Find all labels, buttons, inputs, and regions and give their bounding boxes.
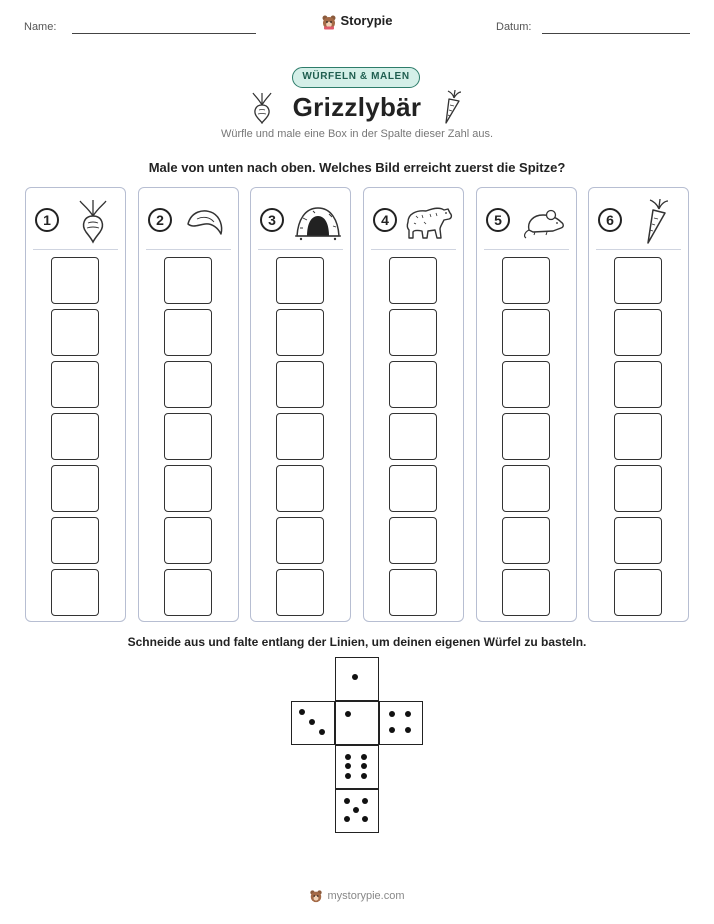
paint-box[interactable] xyxy=(389,309,437,356)
paint-box[interactable] xyxy=(276,569,324,616)
paint-box[interactable] xyxy=(276,257,324,304)
paint-box[interactable] xyxy=(502,465,550,512)
instruction-text: Male von unten nach oben. Welches Bild erreicht zuerst die Spitze? xyxy=(148,160,566,175)
column-number: 1 xyxy=(35,208,59,232)
die-face-5 xyxy=(335,789,379,833)
brand-name: Storypie xyxy=(340,13,393,28)
die-face-1 xyxy=(335,701,379,745)
beet-icon xyxy=(70,198,116,244)
paint-box[interactable] xyxy=(502,413,550,460)
die-pip xyxy=(345,754,351,760)
paint-box[interactable] xyxy=(51,517,99,564)
column-5 xyxy=(476,187,577,622)
paint-box[interactable] xyxy=(276,465,324,512)
paint-box[interactable] xyxy=(164,361,212,408)
die-pip xyxy=(361,763,367,769)
column-divider xyxy=(258,249,343,250)
column-number: 4 xyxy=(373,208,397,232)
name-line[interactable] xyxy=(72,33,256,34)
paint-box[interactable] xyxy=(389,361,437,408)
paint-box[interactable] xyxy=(614,517,662,564)
date-label: Datum: xyxy=(496,21,532,33)
mouse-icon xyxy=(521,198,567,244)
column-number: 2 xyxy=(148,208,172,232)
paint-box[interactable] xyxy=(389,413,437,460)
cut-instruction: Schneide aus und falte entlang der Linien, um deinen eigenen Würfel zu basteln. xyxy=(127,635,587,649)
storypie-bear-icon xyxy=(309,889,323,903)
footer-url[interactable]: mystorypie.com xyxy=(327,889,405,902)
paint-box[interactable] xyxy=(502,257,550,304)
paint-box[interactable] xyxy=(614,257,662,304)
die-pip xyxy=(299,709,305,715)
paint-box[interactable] xyxy=(51,413,99,460)
paint-box[interactable] xyxy=(502,361,550,408)
column-divider xyxy=(596,249,681,250)
page-title: Grizzlybär xyxy=(292,92,422,122)
paint-box[interactable] xyxy=(51,361,99,408)
die-pip xyxy=(362,798,368,804)
paint-box[interactable] xyxy=(164,413,212,460)
column-4 xyxy=(363,187,464,622)
paint-box[interactable] xyxy=(276,517,324,564)
column-divider xyxy=(371,249,456,250)
column-2 xyxy=(138,187,239,622)
die-pip xyxy=(344,798,350,804)
paint-box[interactable] xyxy=(502,309,550,356)
paint-box[interactable] xyxy=(614,413,662,460)
die-pip xyxy=(345,763,351,769)
paint-box[interactable] xyxy=(389,257,437,304)
grizzly-bear-icon xyxy=(404,198,454,244)
die-pip xyxy=(389,711,395,717)
die-pip xyxy=(319,729,325,735)
paint-box[interactable] xyxy=(614,309,662,356)
paint-box[interactable] xyxy=(389,465,437,512)
storypie-bear-icon xyxy=(321,14,337,30)
column-divider xyxy=(33,249,118,250)
paint-box[interactable] xyxy=(51,465,99,512)
carrot-icon xyxy=(633,198,679,244)
paint-box[interactable] xyxy=(276,309,324,356)
paint-box[interactable] xyxy=(614,569,662,616)
footer xyxy=(0,889,714,903)
die-pip xyxy=(389,727,395,733)
column-3 xyxy=(250,187,351,622)
column-number: 5 xyxy=(486,208,510,232)
brand-logo xyxy=(0,13,714,30)
die-pip xyxy=(405,727,411,733)
paint-box[interactable] xyxy=(51,569,99,616)
die-pip xyxy=(353,807,359,813)
paint-box[interactable] xyxy=(276,361,324,408)
paint-box[interactable] xyxy=(389,517,437,564)
cave-icon xyxy=(295,198,341,244)
die-pip xyxy=(361,773,367,779)
paint-box[interactable] xyxy=(51,257,99,304)
activity-badge: WÜRFELN & MALEN xyxy=(292,67,420,88)
die-face-1 xyxy=(335,657,379,701)
die-pip xyxy=(345,711,351,717)
die-face-6 xyxy=(335,745,379,789)
die-pip xyxy=(362,816,368,822)
die-pip xyxy=(352,674,358,680)
column-divider xyxy=(146,249,231,250)
die-pip xyxy=(309,719,315,725)
paint-box[interactable] xyxy=(614,361,662,408)
paint-box[interactable] xyxy=(389,569,437,616)
column-divider xyxy=(484,249,569,250)
paint-box[interactable] xyxy=(164,517,212,564)
paint-box[interactable] xyxy=(51,309,99,356)
column-1 xyxy=(25,187,126,622)
die-face-3 xyxy=(291,701,335,745)
die-pip xyxy=(345,773,351,779)
carrot-icon xyxy=(440,90,464,124)
column-number: 6 xyxy=(598,208,622,232)
die-face-4 xyxy=(379,701,423,745)
paint-box[interactable] xyxy=(276,413,324,460)
die-pip xyxy=(361,754,367,760)
paint-box[interactable] xyxy=(502,569,550,616)
column-6 xyxy=(588,187,689,622)
name-label: Name: xyxy=(24,21,57,33)
date-line[interactable] xyxy=(542,33,690,34)
subtitle: Würfle und male eine Box in der Spalte dieser Zahl aus. xyxy=(220,128,494,140)
paint-box[interactable] xyxy=(502,517,550,564)
claw-icon xyxy=(183,198,229,244)
paint-box[interactable] xyxy=(164,309,212,356)
column-number: 3 xyxy=(260,208,284,232)
paint-box[interactable] xyxy=(164,257,212,304)
paint-box[interactable] xyxy=(614,465,662,512)
die-pip xyxy=(405,711,411,717)
paint-box[interactable] xyxy=(164,569,212,616)
die-pip xyxy=(344,816,350,822)
paint-box[interactable] xyxy=(164,465,212,512)
